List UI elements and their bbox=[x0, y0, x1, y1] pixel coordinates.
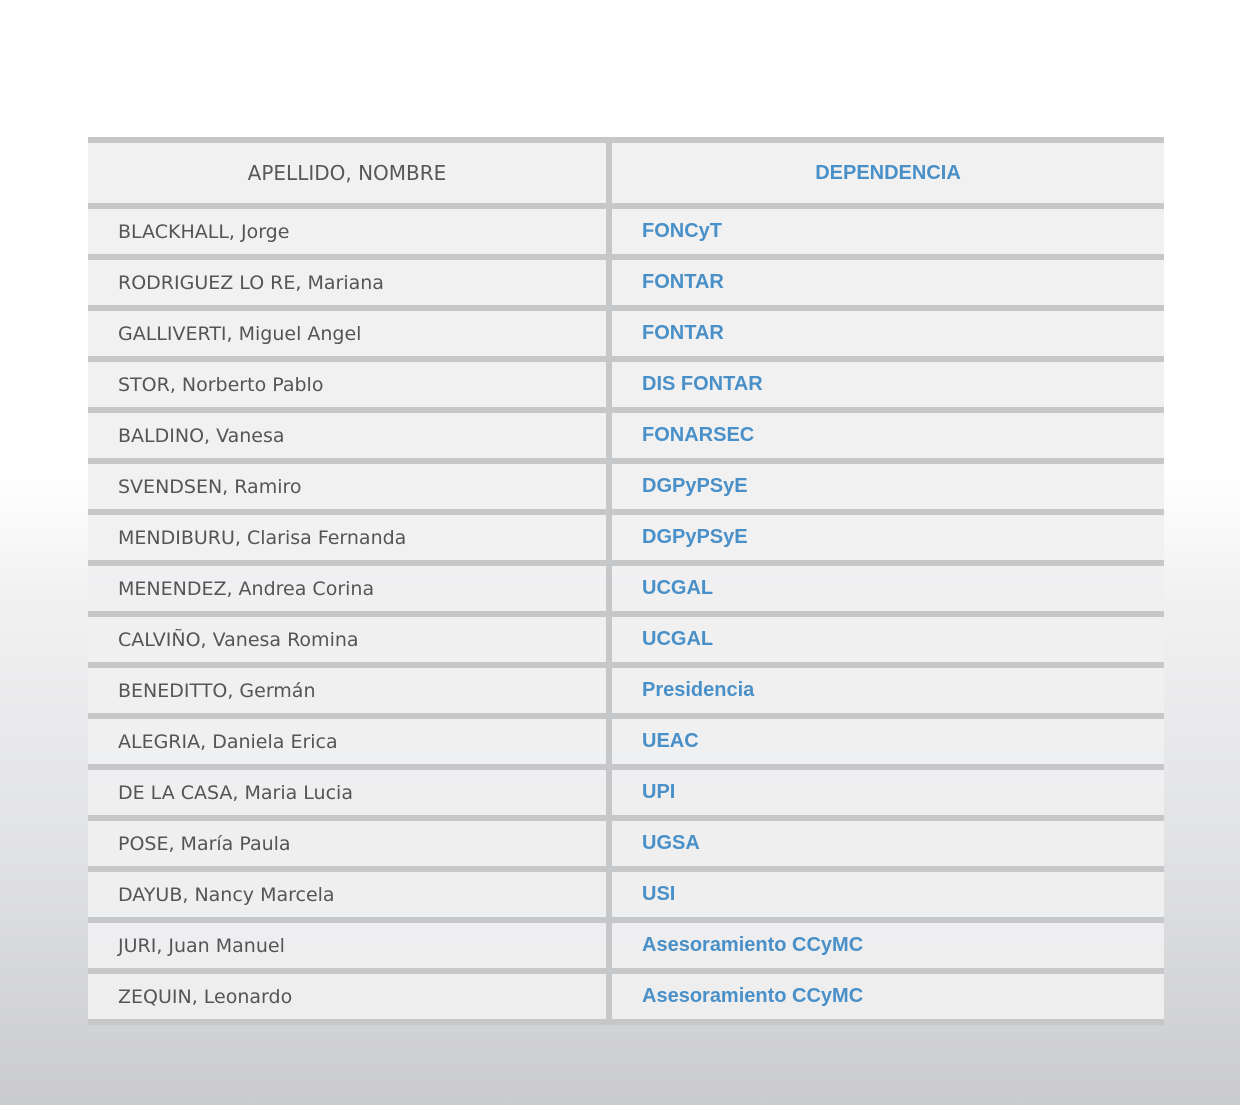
table-row bbox=[88, 464, 1164, 515]
dependency-cell: FONCyT bbox=[612, 209, 1164, 254]
table-row bbox=[88, 974, 1164, 1025]
dependency-cell: FONTAR bbox=[612, 311, 1164, 356]
table-header-row bbox=[88, 143, 1164, 209]
table-row bbox=[88, 617, 1164, 668]
table-row bbox=[88, 821, 1164, 872]
dependency-cell: DGPyPSyE bbox=[612, 464, 1164, 509]
dependency-cell: Asesoramiento CCyMC bbox=[612, 923, 1164, 968]
table-row bbox=[88, 260, 1164, 311]
table-row bbox=[88, 923, 1164, 974]
dependency-cell: UCGAL bbox=[612, 617, 1164, 662]
dependency-cell: FONARSEC bbox=[612, 413, 1164, 458]
table-row bbox=[88, 719, 1164, 770]
table-row bbox=[88, 668, 1164, 719]
dependency-cell: UGSA bbox=[612, 821, 1164, 866]
name-cell: BALDINO, Vanesa bbox=[88, 413, 612, 458]
name-cell: BENEDITTO, Germán bbox=[88, 668, 612, 713]
table-row bbox=[88, 515, 1164, 566]
dependency-cell: Presidencia bbox=[612, 668, 1164, 713]
name-cell: CALVIÑO, Vanesa Romina bbox=[88, 617, 612, 662]
table-row bbox=[88, 872, 1164, 923]
name-cell: DAYUB, Nancy Marcela bbox=[88, 872, 612, 917]
name-cell: ALEGRIA, Daniela Erica bbox=[88, 719, 612, 764]
dependency-cell: USI bbox=[612, 872, 1164, 917]
name-cell: ZEQUIN, Leonardo bbox=[88, 974, 612, 1019]
name-cell: BLACKHALL, Jorge bbox=[88, 209, 612, 254]
table-row bbox=[88, 566, 1164, 617]
name-cell: JURI, Juan Manuel bbox=[88, 923, 612, 968]
name-cell: MENENDEZ, Andrea Corina bbox=[88, 566, 612, 611]
name-cell: RODRIGUEZ LO RE, Mariana bbox=[88, 260, 612, 305]
header-name: APELLIDO, NOMBRE bbox=[88, 143, 612, 203]
dependency-cell: UPI bbox=[612, 770, 1164, 815]
table-row bbox=[88, 413, 1164, 464]
dependency-cell: UEAC bbox=[612, 719, 1164, 764]
dependency-cell: Asesoramiento CCyMC bbox=[612, 974, 1164, 1019]
table-row bbox=[88, 209, 1164, 260]
dependency-cell: DGPyPSyE bbox=[612, 515, 1164, 560]
dependency-cell: DIS FONTAR bbox=[612, 362, 1164, 407]
name-cell: GALLIVERTI, Miguel Angel bbox=[88, 311, 612, 356]
dependency-cell: UCGAL bbox=[612, 566, 1164, 611]
staff-table bbox=[88, 137, 1164, 1025]
header-dependency: DEPENDENCIA bbox=[612, 143, 1164, 203]
name-cell: MENDIBURU, Clarisa Fernanda bbox=[88, 515, 612, 560]
name-cell: SVENDSEN, Ramiro bbox=[88, 464, 612, 509]
name-cell: STOR, Norberto Pablo bbox=[88, 362, 612, 407]
name-cell: POSE, María Paula bbox=[88, 821, 612, 866]
name-cell: DE LA CASA, Maria Lucia bbox=[88, 770, 612, 815]
table-row bbox=[88, 362, 1164, 413]
table-row bbox=[88, 770, 1164, 821]
table-row bbox=[88, 311, 1164, 362]
dependency-cell: FONTAR bbox=[612, 260, 1164, 305]
